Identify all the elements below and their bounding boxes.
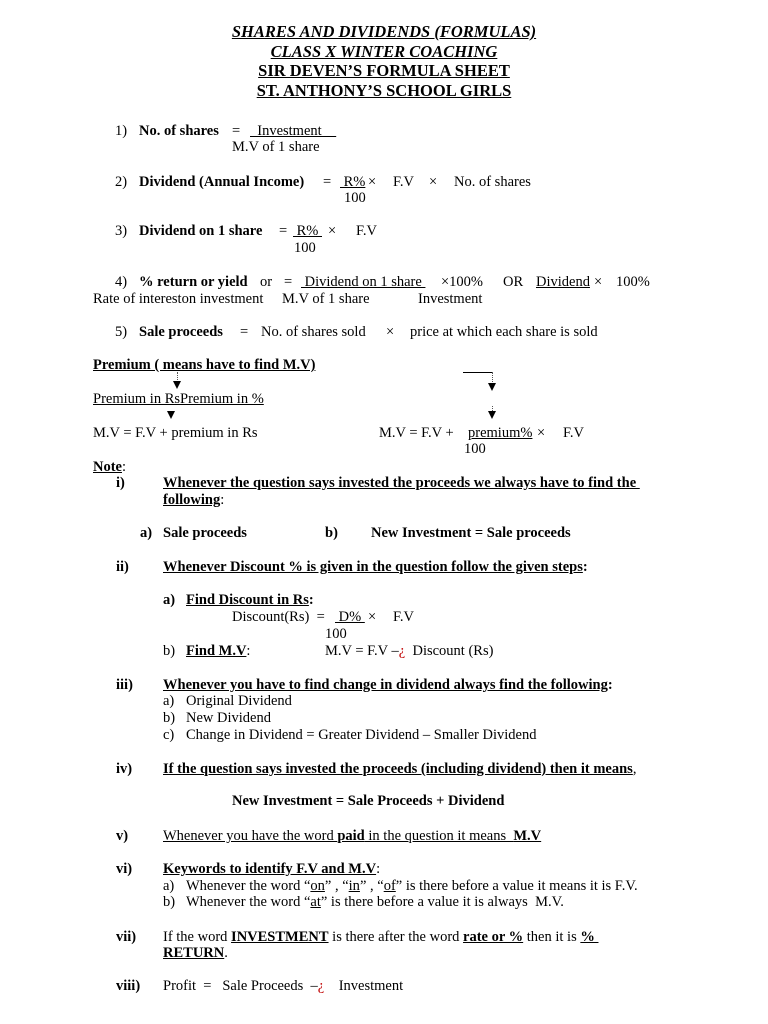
formula-5-times: ×: [386, 324, 395, 340]
note-iv-number: iv): [116, 761, 133, 777]
note-v-number: v): [116, 828, 129, 844]
note-vi-b-pre: Whenever the word “: [186, 894, 311, 910]
profit-lhs: Profit = Sale Proceeds –: [163, 978, 318, 994]
note-vi-heading: [163, 861, 380, 878]
mv-premium-pct-numerator: premium%: [468, 425, 533, 441]
note-ii-b-heading: [186, 643, 250, 660]
discount-formula-fv: F.V: [393, 609, 414, 625]
formula-1-denominator: M.V of 1 share: [232, 139, 320, 155]
note-v-post: in the question it means: [364, 828, 514, 844]
formula-2-shares: No. of shares: [454, 174, 531, 190]
note-heading: [93, 459, 126, 476]
premium-in-percent: Premium in %: [180, 391, 264, 407]
note-i-following: following: [163, 492, 221, 508]
note-vi-q2: ” , “: [359, 878, 384, 894]
mv-premium-pct-denominator: 100: [464, 441, 486, 457]
mv-discount-rhs: Discount (Rs): [412, 643, 494, 659]
formula-1-number: 1): [115, 123, 128, 139]
arrow-down-icon: [173, 381, 181, 389]
formula-3-equals: =: [279, 223, 288, 239]
profit-formula: [163, 978, 403, 995]
note-i-colon: :: [220, 492, 225, 508]
profit-rhs: Investment: [338, 978, 404, 994]
note-iii-a-text: Original Dividend: [186, 693, 292, 709]
premium-right-connector-line: [463, 372, 493, 373]
formula-5-lhs: No. of shares sold: [261, 324, 366, 340]
note-vii-investment: INVESTMENT: [231, 929, 329, 945]
formula-2-fv: F.V: [393, 174, 414, 190]
discount-formula-numerator: D%: [335, 609, 365, 625]
formula-4-times: ×: [594, 274, 603, 290]
note-iii-b-number: b): [163, 710, 176, 726]
note-iii-colon: :: [607, 677, 613, 693]
formula-2-number: 2): [115, 174, 128, 190]
note-vii-return-1: %: [580, 929, 599, 945]
note-iii-c-number: c): [163, 727, 175, 743]
formula-5-number: 5): [115, 324, 128, 340]
formula-4-times-100: ×100%: [441, 274, 484, 290]
premium-in-rs: Premium in Rs: [93, 391, 181, 407]
formula-2-denominator: 100: [344, 190, 366, 206]
note-i-text-2: [163, 492, 224, 509]
formula-4-on-investment: on investment: [181, 291, 264, 307]
note-vii-return-2: RETURN: [163, 945, 225, 961]
note-vii-number: vii): [116, 929, 137, 945]
formula-4-number: 4): [115, 274, 128, 290]
formula-4-or: or: [260, 274, 273, 290]
note-ii-text: Whenever Discount % is given in the question follow the given steps: [163, 559, 583, 575]
note-i-b-number: b): [325, 525, 338, 541]
note-iv-text: If the question says invested the proceeds (including dividend) then it means: [163, 761, 633, 777]
note-ii-b-colon: :: [246, 643, 251, 659]
note-iii-text: Whenever you have to find change in dividend always find the following: [163, 677, 608, 693]
note-i-a-number: a): [140, 525, 153, 541]
note-vii-rate: rate or %: [463, 929, 524, 945]
note-vi-number: vi): [116, 861, 133, 877]
mv-premium-pct-lhs: M.V = F.V +: [379, 425, 458, 441]
premium-left-connector: [177, 372, 178, 380]
formula-4-or-2: OR: [503, 274, 524, 290]
note-vi-a-pre: Whenever the word “: [186, 878, 311, 894]
note-iii-heading: [163, 677, 613, 694]
formula-2-label: Dividend (Annual Income): [139, 174, 305, 190]
note-iv-heading: [163, 761, 636, 778]
note-iii-b-text: New Dividend: [186, 710, 271, 726]
note-ii-b-label: Find M.V: [186, 643, 247, 659]
formula-2-equals: =: [323, 174, 332, 190]
note-v-paid: paid: [337, 828, 365, 844]
note-vi-text: Keywords to identify F.V and M.V: [163, 861, 377, 877]
note-vi-b-post: ” is there before a value it is always M.V.: [320, 894, 564, 910]
formula-5-equals: =: [240, 324, 249, 340]
formula-4-label: % return or yield: [139, 274, 248, 290]
note-iv-comma: ,: [632, 761, 637, 777]
note-i-text: Whenever the question says invested the proceeds we always have to find the: [163, 475, 640, 491]
formula-1-label: No. of shares: [139, 123, 219, 139]
note-vi-at: at: [310, 894, 321, 910]
title-shares-dividends: SHARES AND DIVIDENDS (FORMULAS): [231, 22, 537, 41]
mv-premium-pct-fv: F.V: [563, 425, 584, 441]
mv-premium-rs-formula: M.V = F.V + premium in Rs: [93, 425, 258, 441]
note-vi-colon: :: [376, 861, 381, 877]
formula-5-label: Sale proceeds: [139, 324, 223, 340]
formula-3-times: ×: [328, 223, 337, 239]
note-i-number: i): [116, 475, 125, 491]
note-ii-number: ii): [116, 559, 129, 575]
profit-glyph: ¿: [317, 978, 325, 994]
note-iii-number: iii): [116, 677, 133, 693]
note-colon: :: [122, 459, 127, 475]
formula-4-rate-of-interest: Rate of interest: [93, 291, 182, 307]
formula-5-rhs: price at which each share is sold: [410, 324, 598, 340]
note-v-mv: M.V: [513, 828, 542, 844]
note-vii-text: [163, 929, 598, 946]
formula-3-numerator: R%: [293, 223, 322, 239]
discount-formula-denominator: 100: [325, 626, 347, 642]
discount-formula-lhs: Discount(Rs) =: [232, 609, 329, 625]
formula-2-times-1: ×: [368, 174, 377, 190]
formula-4-equals: =: [284, 274, 293, 290]
arrow-down-icon: [167, 411, 175, 419]
note-ii-colon: :: [582, 559, 588, 575]
note-vii-post: then it is: [523, 929, 581, 945]
note-v-text: [163, 828, 541, 845]
note-ii-a-number: a): [163, 592, 176, 608]
note-iii-c-text: Change in Dividend = Greater Dividend – Smaller Dividend: [186, 727, 537, 743]
formula-3-number: 3): [115, 223, 128, 239]
note-v-pre: Whenever you have the word: [163, 828, 338, 844]
formula-1-numerator: Investment: [250, 123, 337, 139]
formula-4-rate-label: [93, 291, 263, 308]
discount-formula-times: ×: [368, 609, 377, 625]
note-vi-q1: ” , “: [324, 878, 349, 894]
formula-4-denominator: M.V of 1 share: [282, 291, 370, 307]
mv-discount-glyph: ¿: [398, 643, 406, 659]
formula-4-denominator-2: Investment: [418, 291, 483, 307]
formula-3-fv: F.V: [356, 223, 377, 239]
note-iii-a-number: a): [163, 693, 175, 709]
note-vi-b-text: [186, 894, 564, 911]
note-vi-a-text: [186, 878, 638, 895]
formula-4-numerator: Dividend on 1 share: [301, 274, 426, 290]
formula-4-numerator-2: Dividend: [536, 274, 590, 290]
note-vii-pre: If the word: [163, 929, 232, 945]
formula-2-numerator: R%: [340, 174, 366, 190]
premium-in-rs-heading: [93, 391, 264, 408]
mv-discount-lhs: M.V = F.V –: [325, 643, 399, 659]
formula-3-label: Dividend on 1 share: [139, 223, 263, 239]
note-vi-a-post: ” is there before a value it means it is F.V.: [395, 878, 638, 894]
note-vii-mid: is there after the word: [328, 929, 464, 945]
note-vi-a-number: a): [163, 878, 175, 894]
note-vii-text-2: [163, 945, 228, 962]
new-investment-formula: New Investment = Sale Proceeds + Dividend: [232, 793, 505, 809]
note-i-b-text: New Investment = Sale proceeds: [371, 525, 571, 541]
note-viii-number: viii): [116, 978, 141, 994]
note-vi-on: on: [310, 878, 325, 894]
note-ii-heading: [163, 559, 588, 576]
note-vii-dot: .: [224, 945, 228, 961]
title-formula-sheet: SIR DEVEN’S FORMULA SHEET: [258, 61, 510, 80]
note-vi-of: of: [383, 878, 396, 894]
note-ii-a-heading: Find Discount in Rs:: [186, 592, 314, 608]
formula-2-times-2: ×: [429, 174, 438, 190]
note-vi-b-number: b): [163, 894, 176, 910]
premium-right-connector: [492, 372, 493, 382]
note-vi-in: in: [348, 878, 360, 894]
mv-premium-pct-times: ×: [537, 425, 546, 441]
formula-1-equals: =: [232, 123, 241, 139]
note-ii-b-number: b): [163, 643, 176, 659]
arrow-down-icon: [488, 383, 496, 391]
arrow-down-icon: [488, 411, 496, 419]
formula-4-percent: 100%: [616, 274, 650, 290]
premium-heading: Premium ( means have to find M.V): [93, 357, 316, 373]
formula-3-denominator: 100: [294, 240, 316, 256]
mv-discount-formula: [325, 643, 493, 660]
title-class: CLASS X WINTER COACHING: [270, 42, 498, 61]
title-school: ST. ANTHONY’S SCHOOL GIRLS: [256, 81, 512, 100]
note-ii-a-label: Find Discount in Rs: [186, 592, 309, 608]
note-i-a-text: Sale proceeds: [163, 525, 247, 541]
note-label: Note: [93, 459, 122, 475]
